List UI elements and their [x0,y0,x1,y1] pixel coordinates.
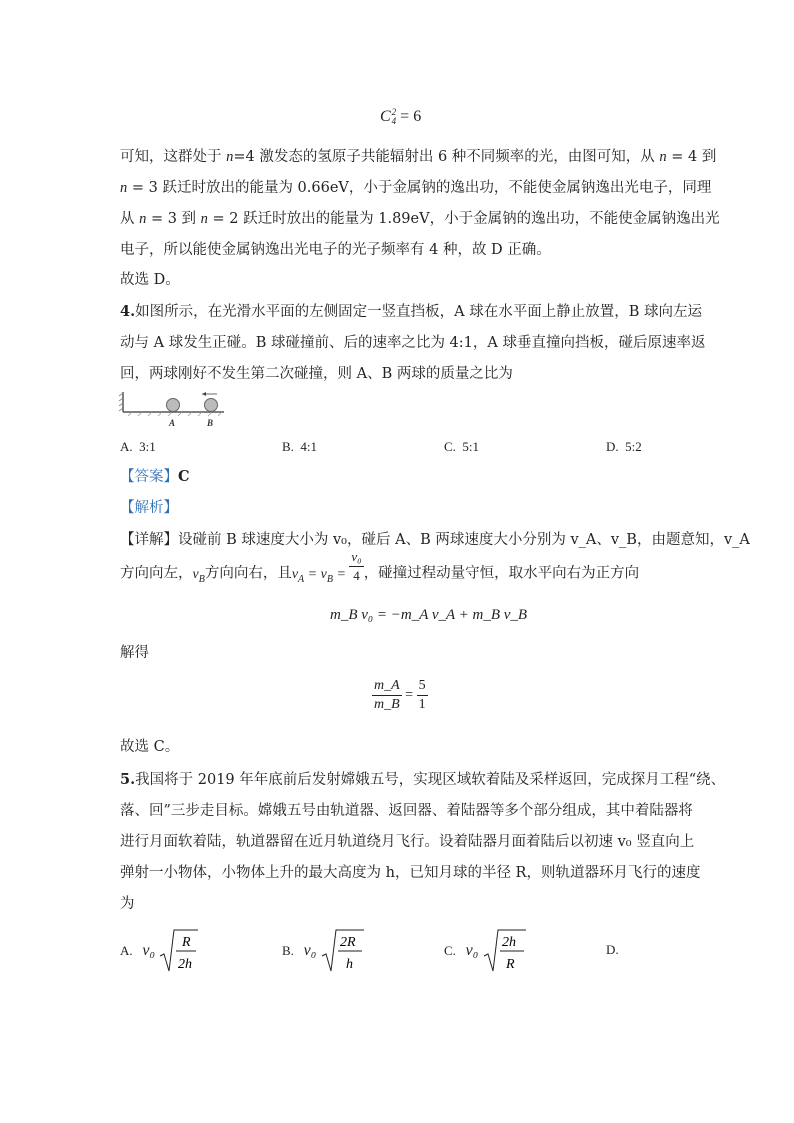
v0-symbol: v₀ [142,942,156,959]
q5-line-5: 为 [120,896,135,912]
detail-text-2a: 方向向左， [120,565,193,582]
option-letter: D. [606,439,619,454]
momentum-equation: m_B v₀ = −m_A v_A + m_B v_B [330,607,528,623]
math-symbol: n [139,211,147,227]
sqrt-radical [320,928,364,974]
ball-b [205,399,218,412]
q4-text-1: 如图所示，在光滑水平面的左侧固定一竖直挡板，A 球在水平面上静止放置，B 球向左运 [135,304,702,320]
sqrt-radical [482,928,526,974]
top-formula [380,108,421,126]
detail-line-1 [120,530,750,550]
sqrt-num: 2R [339,935,356,950]
q4-option-b [282,439,317,455]
q5-option-c [444,928,526,974]
sqrt-den: R [505,957,515,972]
ratio-value-den: 1 [418,697,426,712]
text-run: = 4 到 [666,149,717,165]
arrow-head [202,392,206,396]
sqrt-radical [158,928,198,974]
option-letter: B. [282,943,294,958]
para-line-2 [120,178,711,198]
math-symbol: n [200,211,208,227]
q5-line-1 [120,770,725,790]
q4-option-d [606,439,642,455]
q4-number: 4. [120,303,136,320]
option-letter: C. [444,439,456,454]
q5-line-3: 进行月面软着陆，轨道器留在近月轨道绕月飞行。设着陆器月面着陆后以初速 v₀ 竖直向上 [120,834,695,850]
q4-figure [118,390,228,430]
formula-rhs: = 6 [396,108,422,125]
option-letter: C. [444,943,456,958]
ratio-value-num: 5 [417,677,428,696]
text-run: 从 [120,211,140,227]
para-line-4: 电子，所以能使金属钠逸出光电子的光子频率有 4 种，故 D 正确。 [120,242,551,258]
q5-option-b [282,928,364,974]
solve-label: 解得 [120,645,149,661]
q5-line-2: 落、回”三步走目标。嫦娥五号由轨道器、返回器、着陆器等多个部分组成，其中着陆器将 [120,803,693,819]
frac-numerator: v₀ [349,548,363,567]
q4-option-a [120,439,156,455]
sqrt-den: 2h [178,957,193,972]
ratio-denominator: m_B [374,697,400,712]
vb-symbol: $v_B$ [192,566,205,585]
v0-symbol: v₀ [465,942,479,959]
detail-text-2c: ，碰撞过程动量守恒，取水平向右为正方向 [363,565,640,582]
answer-value: C [178,468,190,485]
label-a: A [169,418,176,428]
q4-line-3: 回，两球刚好不发生第二次碰撞，则 A、B 两球的质量之比为 [120,366,513,382]
frac-denominator: 4 [353,568,360,583]
sqrt-den: h [345,957,353,972]
sqrt-num: 2h [501,935,516,950]
option-value: 4:1 [300,439,318,454]
v0-over-4 [349,548,363,585]
q4-line-2: 动与 A 球发生正碰。B 球碰撞前、后的速率之比为 4:1，A 球垂直撞向挡板，碰后原速率返 [120,335,706,351]
option-value: 5:2 [625,439,642,454]
mass-ratio-equation [372,677,428,714]
math-symbol: n [226,149,234,165]
text-run: =4 激发态的氢原子共能辐射出 6 种不同频率的光，由图可知，从 [233,149,660,165]
text-run: = 3 跃迁时放出的能量为 0.66eV，小于金属钠的逸出功，不能使金属钠逸出光电子，同理 [127,180,712,196]
math-symbol: n [659,149,667,165]
option-value: 5:1 [462,439,480,454]
option-letter: A. [120,943,133,958]
choose-line: 故选 C。 [120,739,180,755]
text-run: 可知，这群处于 [120,149,227,165]
q5-text-1: 我国将于 2019 年年底前后发射嫦娥五号，实现区域软着陆及采样返回，完成探月工程“绕、 [135,772,726,788]
option-letter: B. [282,439,294,454]
option-letter: D. [606,942,619,957]
option-value: 3:1 [139,439,156,454]
ratio-numerator: m_A [372,677,402,696]
para-line-3 [120,209,720,229]
q5-line-4: 弹射一小物体，小物体上升的最大高度为 h，已知月球的半径 R，则轨道器环月飞行的速度 [120,865,701,881]
para-line-5: 故选 D。 [120,272,180,288]
v0-symbol: v₀ [303,942,317,959]
detail-text-2b: 方向向右，且 [204,565,292,582]
formula-sup: 2 [391,107,397,118]
detail-text-1: 设碰前 B 球速度大小为 v₀，碰后 A、B 两球速度大小分别为 v_A、v_B，由题意知，v_A [178,532,750,548]
equals-sign: = [405,687,414,703]
ball-a [167,399,180,412]
equal-speed-expr: $v_A = v_B$ = [291,566,350,585]
answer-line [120,467,190,487]
answer-label: 【答案】 [120,469,178,485]
analysis-label: 【解析】 [120,500,178,516]
detail-label: 【详解】 [120,532,178,548]
sqrt-num: R [182,935,191,950]
text-run: = 2 跃迁时放出的能量为 1.89eV，小于金属钠的逸出功，不能使金属钠逸出光 [207,211,720,227]
q5-option-a [120,928,198,974]
q5-number: 5. [120,771,136,788]
option-letter: A. [120,439,133,454]
formula-sub: 4 [391,116,397,127]
math-symbol: n [120,180,128,196]
detail-line-2 [120,549,640,590]
label-b: B [207,418,214,428]
q4-line-1 [120,302,702,322]
para-line-1 [120,147,716,167]
q4-option-c [444,439,479,455]
text-run: = 3 到 [146,211,201,227]
q5-option-d [606,942,619,958]
formula-c: C [380,108,391,125]
